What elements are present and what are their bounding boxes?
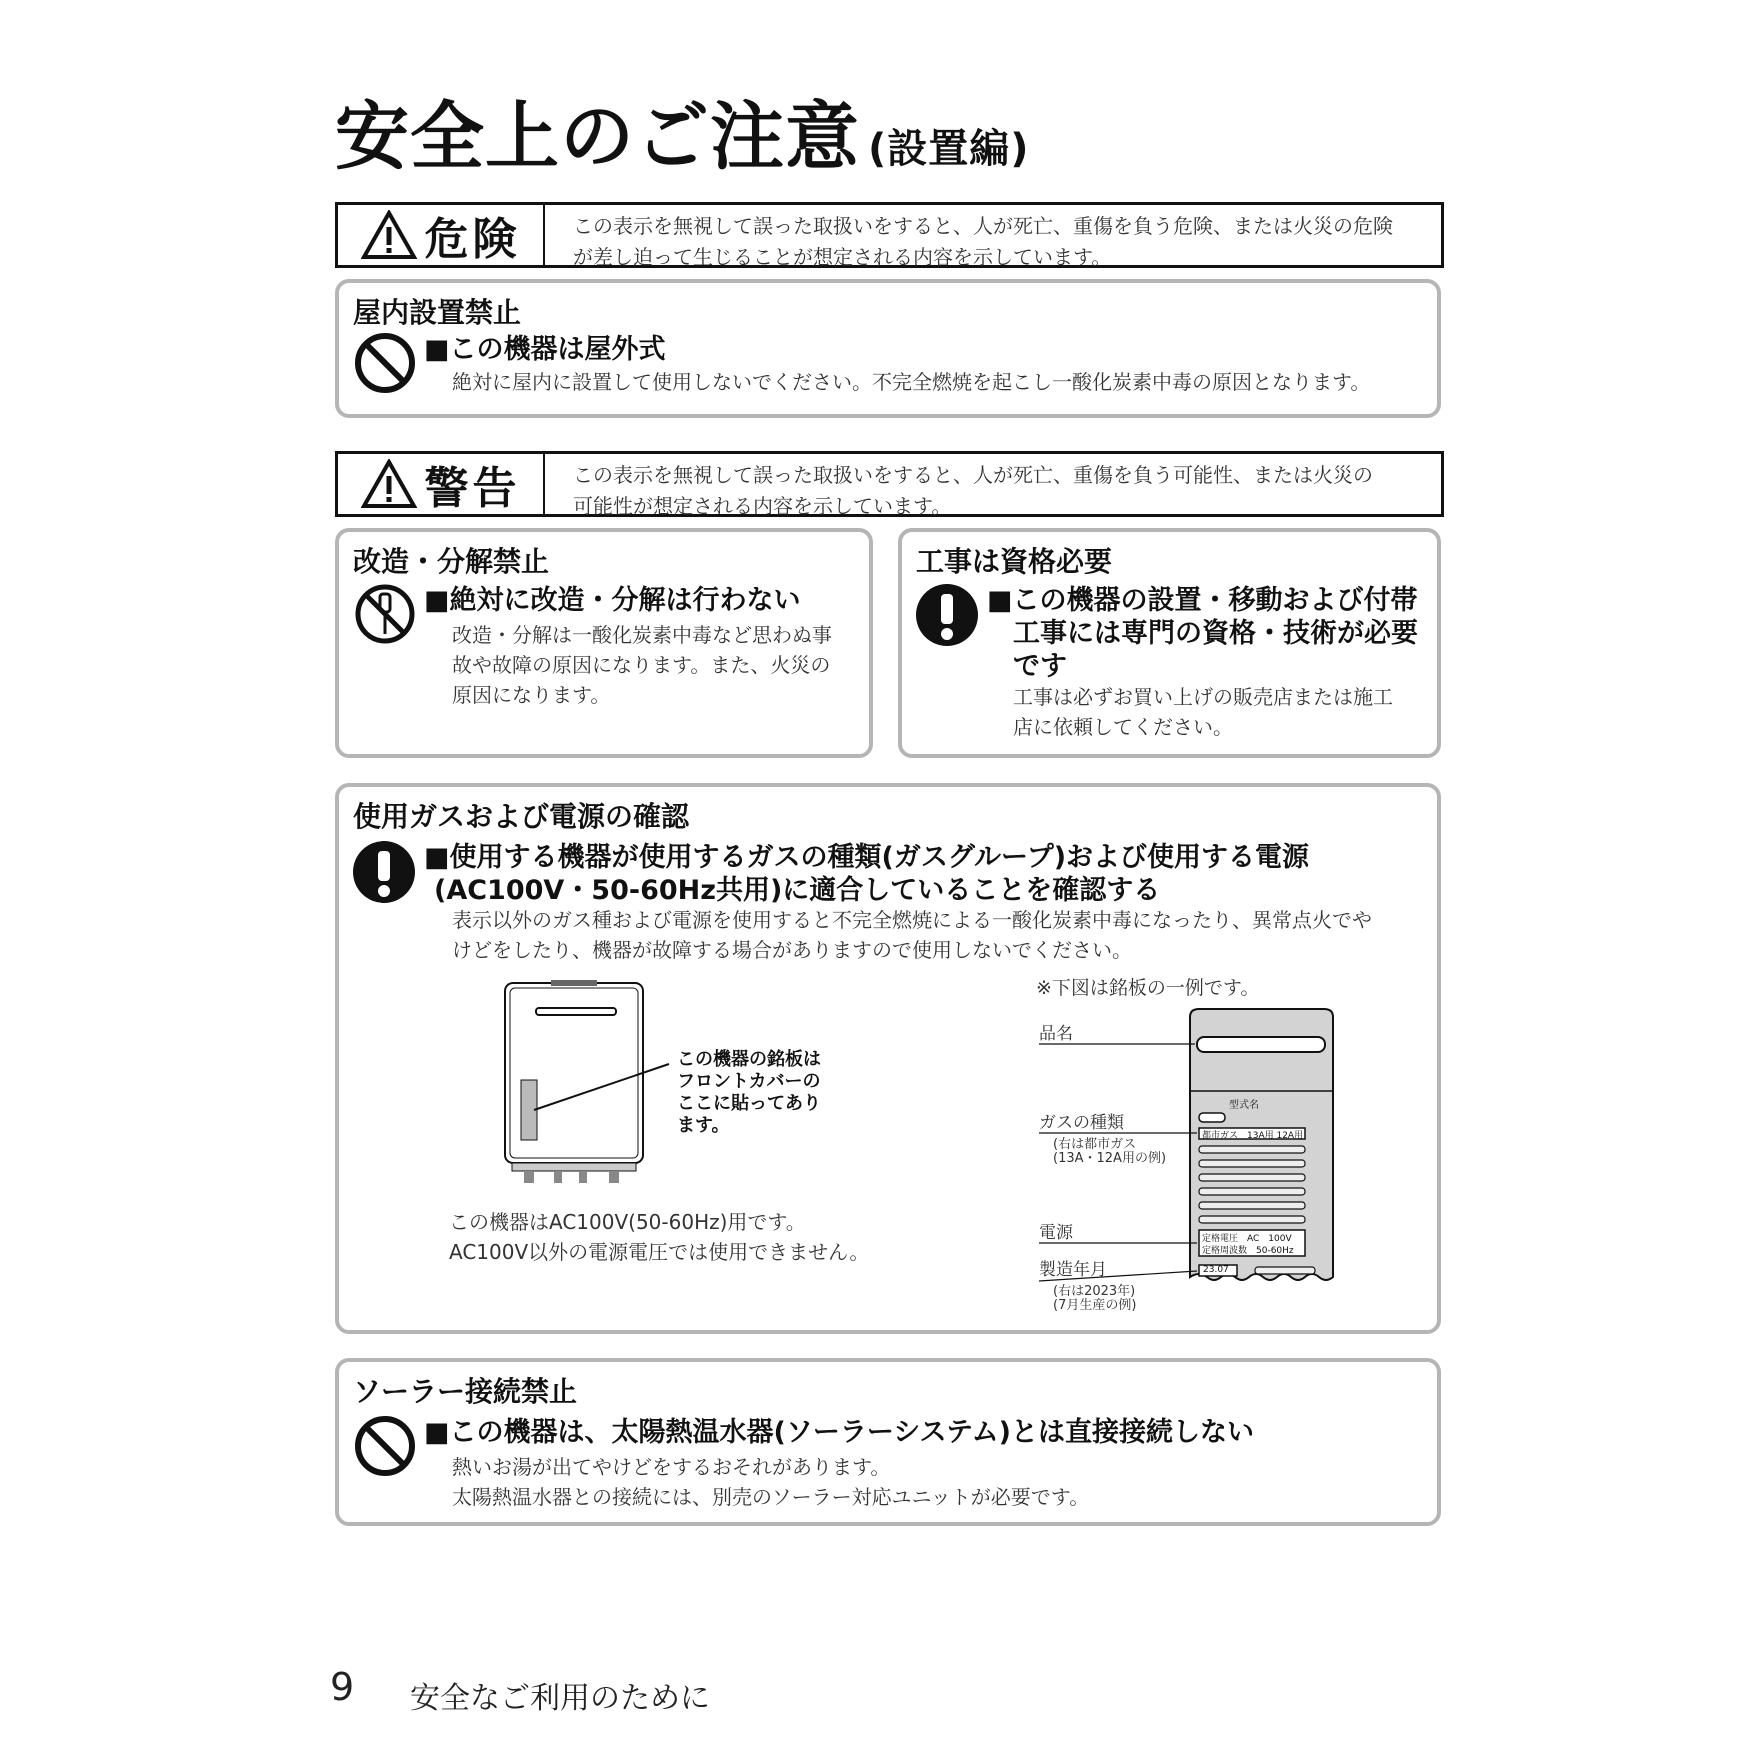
danger-desc-line: この表示を無視して誤った取扱いをすると、人が死亡、重傷を負う危険、または火災の危険 (573, 214, 1393, 238)
qualify-body-line: 工事は必ずお買い上げの販売店または施工 (1013, 685, 1393, 709)
modify-heading: ■絶対に改造・分解は行わない (424, 585, 801, 616)
plate-gas-example (1053, 1138, 1166, 1166)
solar-body-line: 熱いお湯が出てやけどをするおそれがあります。 (452, 1455, 891, 1479)
qualify-heading-line: ■この機器の設置・移動および付帯 (987, 585, 1418, 616)
plate-label-date: 製造年月 (1039, 1260, 1107, 1280)
indoor-install-box (335, 279, 1441, 418)
indoor-heading: ■この機器は屋外式 (424, 334, 666, 365)
section-title: 安全なご利用のために (410, 1681, 710, 1716)
prohibited-icon (353, 1414, 417, 1478)
callout-line: ここに貼ってあり (677, 1093, 821, 1114)
nameplate-diagram (1039, 1007, 1369, 1313)
indoor-body: 絶対に屋内に設置して使用しないでください。不完全燃焼を起こし一酸化炭素中毒の原因となります。 (452, 370, 1371, 394)
nameplate-callout (677, 1049, 821, 1137)
warning-triangle-icon (361, 459, 417, 509)
gas-heading (424, 841, 1309, 907)
solar-prohibited-box (335, 1358, 1441, 1526)
danger-desc-line: が差し迫って生じることが想定される内容を示しています。 (573, 245, 1112, 269)
no-disassembly-icon (353, 582, 417, 646)
voltage-note-line: この機器はAC100V(50-60Hz)用です。 (449, 1210, 806, 1234)
page-title-main: 安全上のご注意 (335, 94, 860, 180)
modify-body-line: 故や故障の原因になります。また、火災の (452, 653, 831, 677)
modify-body-line: 改造・分解は一酸化炭素中毒など思わぬ事 (452, 623, 832, 647)
indoor-title: 屋内設置禁止 (353, 296, 522, 329)
mandatory-exclamation-icon (351, 839, 417, 905)
callout-line: ます。 (677, 1115, 730, 1136)
voltage-note (449, 1207, 869, 1267)
gas-body-line: 表示以外のガス種および電源を使用すると不完全燃焼による一酸化炭素中毒になったり、異常点火でや (452, 908, 1372, 932)
plate-date-value: 23.07 (1203, 1265, 1229, 1275)
page-title-sub: (設置編) (868, 126, 1030, 172)
plate-freq-value: 定格周波数 50-60Hz (1202, 1246, 1294, 1256)
gas-heading-line: (AC100V・50-60Hz共用)に適合していることを確認する (434, 875, 1161, 906)
plate-note: ※下図は銘板の一例です。 (1036, 977, 1260, 999)
qualification-box (898, 528, 1441, 758)
modify-body-line: 原因になります。 (452, 683, 611, 707)
plate-label-product-name: 品名 (1039, 1024, 1073, 1044)
danger-description (573, 211, 1421, 273)
gas-body-line: けどをしたり、機器が故障する場合がありますので使用しないでください。 (452, 938, 1132, 962)
plate-date-example (1053, 1285, 1136, 1313)
gas-example-line: (右は都市ガス (1053, 1137, 1137, 1152)
modify-title: 改造・分解禁止 (353, 545, 550, 578)
plate-model-name: 型式名 (1229, 1100, 1259, 1111)
modify-body (452, 620, 832, 710)
qualify-title: 工事は資格必要 (916, 545, 1113, 578)
solar-title: ソーラー接続禁止 (353, 1375, 578, 1408)
qualify-body-line: 店に依頼してください。 (1013, 715, 1233, 739)
warning-triangle-icon (361, 210, 417, 260)
gas-power-box (335, 783, 1441, 1334)
warning-desc-line: この表示を無視して誤った取扱いをすると、人が死亡、重傷を負う可能性、または火災の (573, 463, 1373, 487)
plate-label-gas-type: ガスの種類 (1039, 1113, 1124, 1133)
solar-heading: ■この機器は、太陽熱温水器(ソーラーシステム)とは直接接続しない (424, 1417, 1254, 1448)
gas-example-line: (13A・12A用の例) (1053, 1151, 1167, 1166)
plate-label-power: 電源 (1039, 1223, 1073, 1243)
mandatory-exclamation-icon (914, 582, 980, 648)
warning-label-cell (338, 454, 545, 514)
date-example-line: (7月生産の例) (1053, 1298, 1137, 1313)
solar-body (452, 1452, 1089, 1512)
plate-voltage-value: 定格電圧 AC 100V (1202, 1234, 1292, 1244)
callout-line: この機器の銘板は (677, 1049, 821, 1070)
warning-desc-line: 可能性が想定される内容を示しています。 (573, 494, 952, 518)
warning-label: 警告 (424, 463, 521, 514)
warning-description (573, 460, 1421, 522)
callout-line: フロントカバーの (677, 1071, 821, 1092)
modify-prohibited-box (335, 528, 873, 758)
gas-heading-line: ■使用する機器が使用するガスの種類(ガスグループ)および使用する電源 (424, 842, 1310, 873)
danger-label-cell (338, 205, 545, 265)
qualify-heading (987, 584, 1418, 683)
page-number: 9 (330, 1665, 355, 1709)
voltage-note-line: AC100V以外の電源電圧では使用できません。 (449, 1240, 870, 1264)
plate-gas-value: 都市ガス 13A用 12A用 (1202, 1131, 1304, 1141)
solar-body-line: 太陽熱温水器との接続には、別売のソーラー対応ユニットが必要です。 (452, 1485, 1090, 1509)
prohibited-icon (353, 331, 417, 395)
qualify-heading-line: です (1013, 651, 1067, 682)
danger-label: 危険 (424, 214, 521, 265)
warning-header (335, 451, 1444, 517)
qualify-heading-line: 工事には専門の資格・技術が必要 (1013, 618, 1418, 649)
date-example-line: (右は2023年) (1053, 1284, 1136, 1299)
qualify-body (1013, 682, 1393, 742)
danger-header (335, 202, 1444, 268)
page-title (335, 78, 1030, 184)
gas-title: 使用ガスおよび電源の確認 (353, 800, 690, 833)
gas-body (452, 905, 1372, 965)
